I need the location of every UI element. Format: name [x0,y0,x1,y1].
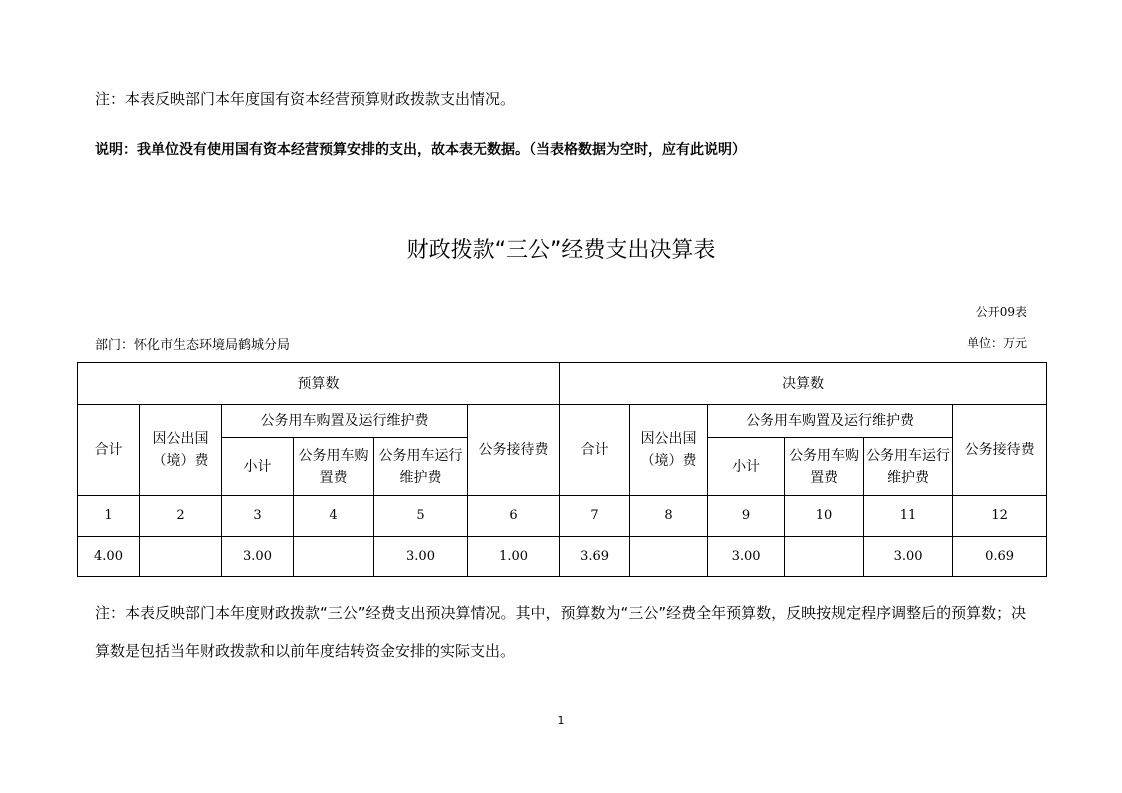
final-abroad-value [630,537,708,577]
final-maintenance-header: 公务用车运行维护费 [864,438,953,496]
note-top: 注：本表反映部门本年度国有资本经营预算财政拨款支出情况。 [95,90,516,108]
final-maintenance-value: 3.00 [864,537,953,577]
budget-subtotal-header: 小计 [222,438,294,496]
budget-total-value: 4.00 [78,537,140,577]
final-subtotal-header: 小计 [708,438,785,496]
budget-abroad-header: 因公出国（境）费 [140,405,222,496]
budget-subtotal-value: 3.00 [222,537,294,577]
final-reception-value: 0.69 [953,537,1047,577]
final-reception-header: 公务接待费 [953,405,1047,496]
data-row [78,537,1047,577]
final-total-value: 3.69 [560,537,630,577]
column-number: 10 [785,496,864,537]
three-public-expenses-table [77,362,1047,577]
final-purchase-header: 公务用车购置费 [785,438,864,496]
column-number-row [78,496,1047,537]
budget-group-header: 预算数 [78,363,560,405]
column-number: 11 [864,496,953,537]
budget-abroad-value [140,537,222,577]
column-number: 6 [468,496,560,537]
form-number: 公开09表 [975,305,1027,319]
budget-maintenance-value: 3.00 [374,537,468,577]
final-group-header: 决算数 [560,363,1047,405]
column-number: 4 [294,496,374,537]
final-abroad-header: 因公出国（境）费 [630,405,708,496]
header-row-columns [78,405,1047,438]
final-purchase-value [785,537,864,577]
column-number: 5 [374,496,468,537]
final-subtotal-value: 3.00 [708,537,785,577]
budget-maintenance-header: 公务用车运行维护费 [374,438,468,496]
budget-reception-value: 1.00 [468,537,560,577]
unit-label: 单位：万元 [966,336,1027,350]
department-label: 部门：怀化市生态环境局鹤城分局 [95,338,291,353]
budget-purchase-header: 公务用车购置费 [294,438,374,496]
header-row-groups [78,363,1047,405]
final-total-header: 合计 [560,405,630,496]
budget-reception-header: 公务接待费 [468,405,560,496]
column-number: 9 [708,496,785,537]
budget-total-header: 合计 [78,405,140,496]
page-title: 财政拨款“三公”经费支出决算表 [406,238,716,263]
column-number: 1 [78,496,140,537]
column-number: 12 [953,496,1047,537]
budget-vehicle-group-header: 公务用车购置及运行维护费 [222,405,468,438]
final-vehicle-group-header: 公务用车购置及运行维护费 [708,405,953,438]
column-number: 7 [560,496,630,537]
note-bottom: 注：本表反映部门本年度财政拨款“三公”经费支出预决算情况。其中，预算数为“三公”经费全年预算数，反映按规定程序调整后的预算数；决算数是包括当年财政拨款和以前年度结转资金安排的实际支出。 [95,604,1027,660]
budget-purchase-value [294,537,374,577]
page-number: 1 [557,714,565,727]
column-number: 2 [140,496,222,537]
column-number: 8 [630,496,708,537]
column-number: 3 [222,496,294,537]
explanation: 说明：我单位没有使用国有资本经营预算安排的支出，故本表无数据。（当表格数据为空时，应有此说明） [95,142,746,158]
